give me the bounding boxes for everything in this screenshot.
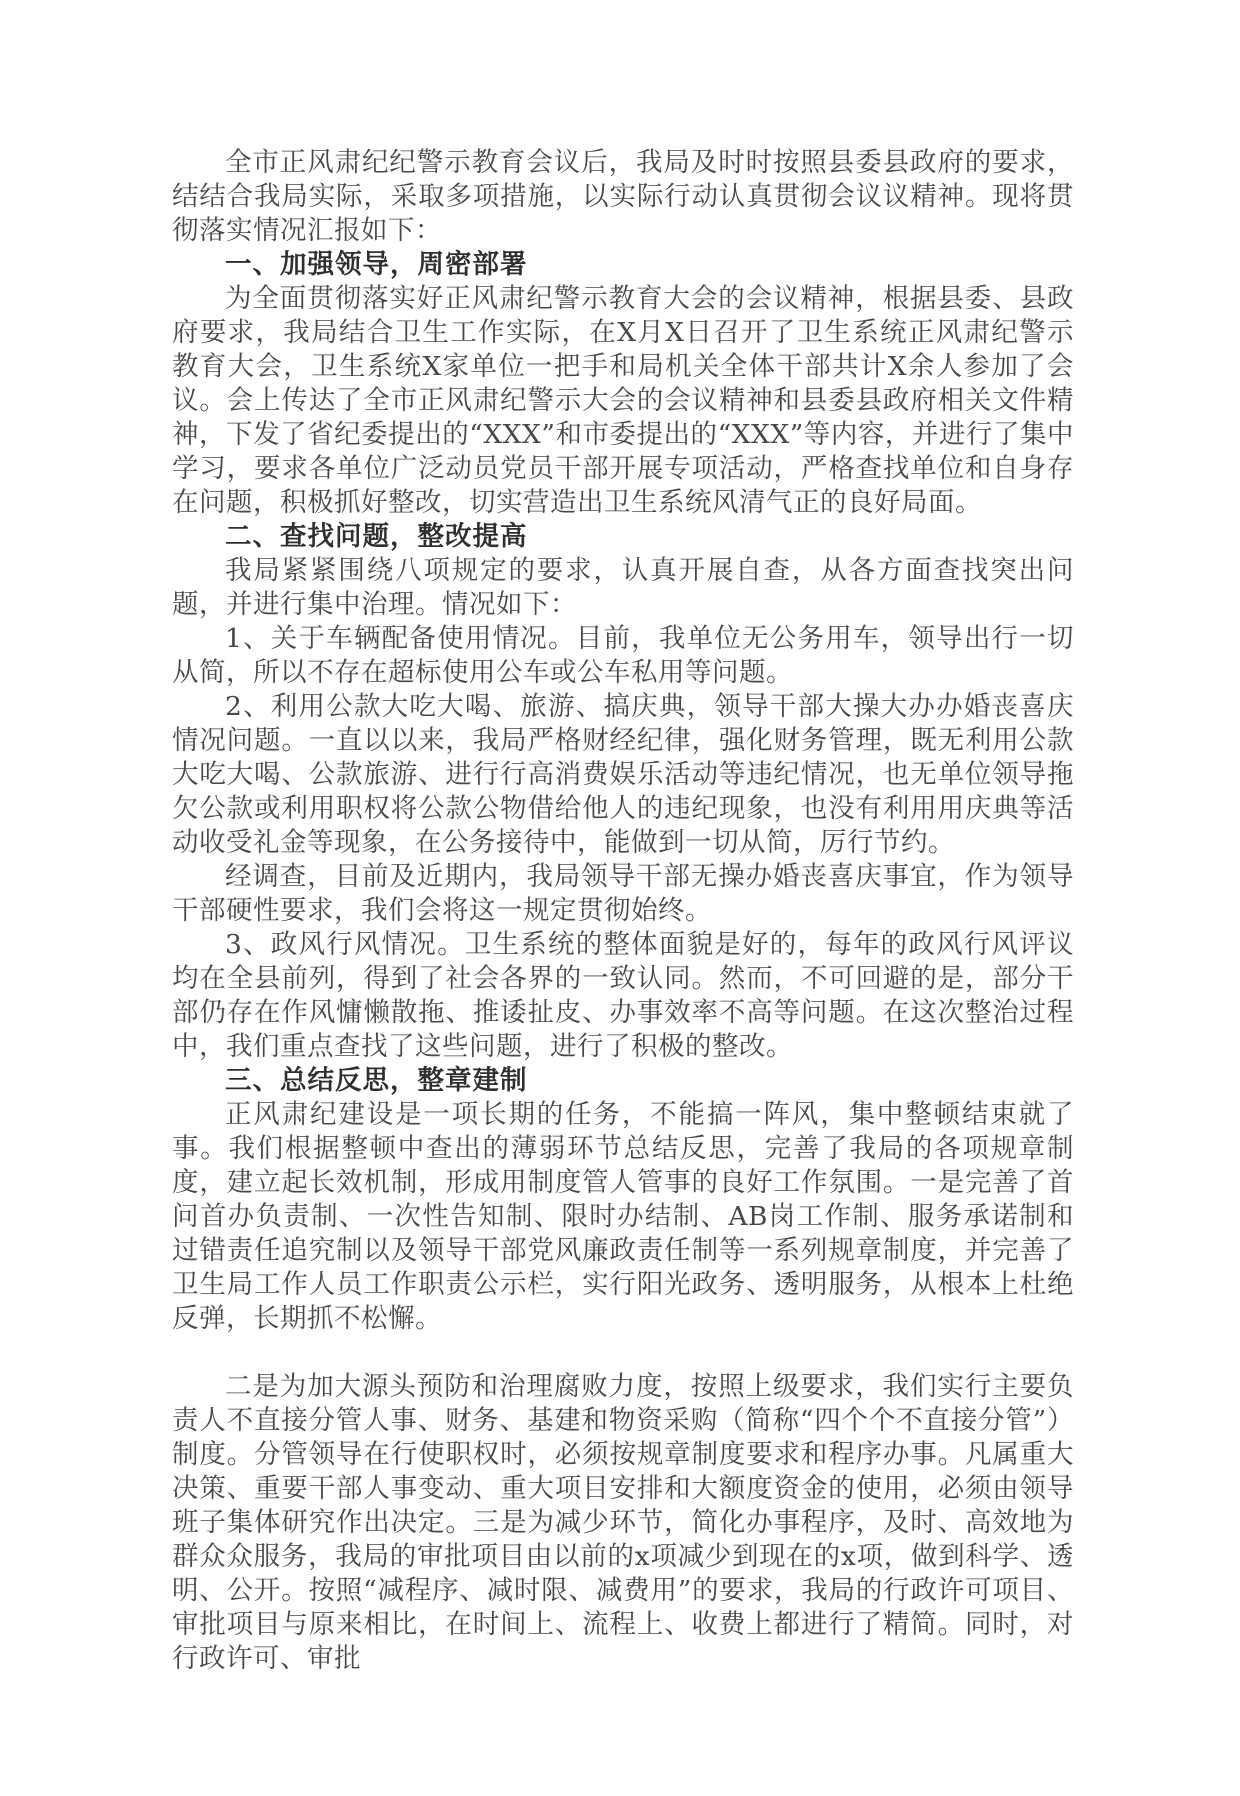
- body-paragraph: 3、政风行风情况。卫生系统的整体面貌是好的，每年的政风行风评议均在全县前列，得到了社会各界的一致认同。然而，不可回避的是，部分干部仍存在作风慵懒散拖、推诿扯皮、办事效率不高等问题。在这次整治过程中，我们重点查找了这些问题，进行了积极的整改。: [172, 929, 1074, 1062]
- body-paragraph: 2、利用公款大吃大喝、旅游、搞庆典，领导干部大操大办办婚丧喜庆情况问题。一直以以来，我局严格财经纪律，强化财务管理，既无利用公款大吃大喝、公款旅游、进行行高消费娱乐活动等违纪情况，也无单位领导拖欠公款或利用职权将公款公物借给他人的违纪现象，也没有利用用庆典等活动收受礼金等现象，在公务接待中，能做到一切从简，厉行节约。: [172, 691, 1074, 858]
- body-paragraph: 全市正风肃纪纪警示教育会议后，我局及时时按照县委县政府的要求，结结合我局实际，采取多项措施，以实际行动认真贯彻会议议精神。现将贯彻落实情况汇报如下：: [172, 147, 1074, 246]
- section-heading: 一、加强领导，周密部署: [225, 249, 528, 280]
- body-paragraph: 为全面贯彻落实好正风肃纪警示教育大会的会议精神，根据县委、县政府要求，我局结合卫生工作实际，在X月X日召开了卫生系统正风肃纪警示教育大会，卫生系统X家单位一把手和局机关全体干部共计X余人参加了会议。会上传达了全市正风肃纪警示大会的会议精神和县委县政府相关文件精神，下发了省纪委提出的“XXX”和市委提出的“XXX”等内容，并进行了集中学习，要求各单位广泛动员党员干部开展专项活动，严格查找单位和自身存在问题，积极抓好整改，切实营造出卫生系统风清气正的良好局面。: [172, 283, 1074, 518]
- body-paragraph: 1、关于车辆配备使用情况。目前，我单位无公务用车，领导出行一切从简，所以不存在超标使用公车或公车私用等问题。: [172, 623, 1074, 688]
- section-heading: 三、总结反思，整章建制: [225, 1065, 528, 1096]
- body-paragraph: 正风肃纪建设是一项长期的任务，不能搞一阵风，集中整顿结束就了事。我们根据整顿中查出的薄弱环节总结反思，完善了我局的各项规章制度，建立起长效机制，形成用制度管人管事的良好工作氛围。一是完善了首问首办负责制、一次性告知制、限时办结制、AB岗工作制、服务承诺制和过错责任追究制以及领导干部党风廉政责任制等一系列规章制度，并完善了卫生局工作人员工作职责公示栏，实行阳光政务、透明服务，从根本上杜绝反弹，长期抓不松懈。: [172, 1099, 1074, 1334]
- body-paragraph: 我局紧紧围绕八项规定的要求，认真开展自查，从各方面查找突出问题，并进行集中治理。情况如下：: [172, 555, 1074, 620]
- section-heading: 二、查找问题，整改提高: [225, 521, 528, 552]
- body-paragraph: 二是为加大源头预防和治理腐败力度，按照上级要求，我们实行主要负责人不直接分管人事、财务、基建和物资采购（简称“四个个不直接分管”）制度。分管领导在行使职权时，必须按规章制度要求和程序办事。凡属重大决策、重要干部人事变动、重大项目安排和大额度资金的使用，必须由领导班子集体研究作出决定。三是为减少环节，简化办事程序，及时、高效地为群众众服务，我局的审批项目由以前的x项减少到现在的x项，做到科学、透明、公开。按照“减程序、减时限、减费用”的要求，我局的行政许可项目、审批项目与原来相比，在时间上、流程上、收费上都进行了精简。同时，对行政许可、审批: [172, 1371, 1074, 1674]
- document-body: [172, 146, 1074, 1676]
- body-paragraph: 经调查，目前及近期内，我局领导干部无操办婚丧喜庆事宜，作为领导干部硬性要求，我们会将这一规定贯彻始终。: [172, 861, 1074, 926]
- paragraph-spacer: [172, 1336, 1074, 1370]
